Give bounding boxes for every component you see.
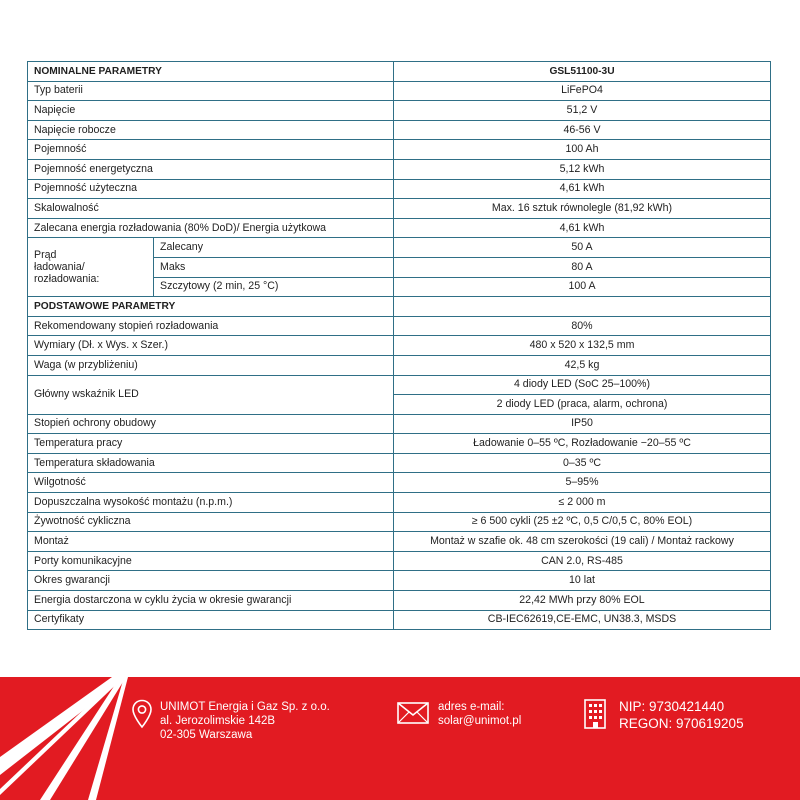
param-value: ≥ 6 500 cykli (25 ±2 ºC, 0,5 C/0,5 C, 80% EOL)	[394, 512, 771, 532]
email-block	[438, 700, 521, 728]
building-icon	[583, 698, 607, 730]
email-label: adres e-mail:	[438, 701, 505, 713]
param-label: Zalecany	[154, 238, 394, 258]
param-label: Maks	[154, 257, 394, 277]
table-row	[28, 101, 771, 121]
table-row	[28, 81, 771, 101]
param-value: Montaż w szafie ok. 48 cm szerokości (19 cali) / Montaż rackowy	[394, 532, 771, 552]
table-row	[28, 434, 771, 454]
param-value: Ładowanie 0–55 ºC, Rozładowanie −20–55 ºC	[394, 434, 771, 454]
table-row	[28, 179, 771, 199]
param-label: Energia dostarczona w cyklu życia w okresie gwarancji	[28, 591, 394, 611]
table-row	[28, 375, 771, 395]
param-value: 100 A	[394, 277, 771, 297]
company-address	[160, 700, 330, 742]
param-value: 22,42 MWh przy 80% EOL	[394, 591, 771, 611]
table-row	[28, 414, 771, 434]
table-row	[28, 512, 771, 532]
param-label: Wymiary (Dł. x Wys. x Szer.)	[28, 336, 394, 356]
param-value: Max. 16 sztuk równolegle (81,92 kWh)	[394, 199, 771, 219]
param-label: Typ baterii	[28, 81, 394, 101]
param-label: Pojemność użyteczna	[28, 179, 394, 199]
table-row	[28, 336, 771, 356]
param-label: Napięcie robocze	[28, 120, 394, 140]
model-name: GSL51100-3U	[394, 62, 771, 82]
param-value: ≤ 2 000 m	[394, 493, 771, 513]
param-value: 10 lat	[394, 571, 771, 591]
param-value: 0–35 ºC	[394, 453, 771, 473]
table-row	[28, 316, 771, 336]
company-city: 02-305 Warszawa	[160, 729, 253, 741]
footer	[0, 677, 800, 800]
envelope-icon	[397, 702, 429, 724]
table-row	[28, 199, 771, 219]
param-value: 5,12 kWh	[394, 159, 771, 179]
param-label: Skalowalność	[28, 199, 394, 219]
speed-lines-decoration	[0, 677, 140, 800]
table-row	[28, 355, 771, 375]
param-value: 5–95%	[394, 473, 771, 493]
param-label: Zalecana energia rozładowania (80% DoD)/ Energia użytkowa	[28, 218, 394, 238]
param-label: Żywotność cykliczna	[28, 512, 394, 532]
param-value: 4,61 kWh	[394, 179, 771, 199]
param-label: Waga (w przybliżeniu)	[28, 355, 394, 375]
param-label: Pojemność	[28, 140, 394, 160]
param-value: 42,5 kg	[394, 355, 771, 375]
param-value: 100 Ah	[394, 140, 771, 160]
param-label: Stopień ochrony obudowy	[28, 414, 394, 434]
table-row	[28, 591, 771, 611]
param-label: Dopuszczalna wysokość montażu (n.p.m.)	[28, 493, 394, 513]
table-row	[28, 473, 771, 493]
regon-number: REGON: 970619205	[619, 716, 744, 731]
table-row	[28, 571, 771, 591]
param-label: Pojemność energetyczna	[28, 159, 394, 179]
table-row	[28, 159, 771, 179]
table-row	[28, 610, 771, 630]
table-row	[28, 493, 771, 513]
param-value: IP50	[394, 414, 771, 434]
param-value: 80 A	[394, 257, 771, 277]
company-ids	[619, 698, 744, 732]
param-value: 4 diody LED (SoC 25–100%)	[394, 375, 771, 395]
company-name: UNIMOT Energia i Gaz Sp. z o.o.	[160, 701, 330, 713]
section-header-nominal	[28, 62, 771, 82]
table-row	[28, 551, 771, 571]
param-label: Szczytowy (2 min, 25 °C)	[154, 277, 394, 297]
section-title: NOMINALNE PARAMETRY	[28, 62, 394, 82]
param-label: Temperatura pracy	[28, 434, 394, 454]
current-group-label: Prąd ładowania/ rozładowania:	[28, 238, 154, 297]
param-label: Wilgotność	[28, 473, 394, 493]
param-value: 4,61 kWh	[394, 218, 771, 238]
table-row	[28, 453, 771, 473]
param-value: 46-56 V	[394, 120, 771, 140]
param-value: 51,2 V	[394, 101, 771, 121]
param-value: 80%	[394, 316, 771, 336]
param-label: Napięcie	[28, 101, 394, 121]
param-label: Główny wskaźnik LED	[28, 375, 394, 414]
param-label: Montaż	[28, 532, 394, 552]
param-value: CB-IEC62619,CE-EMC, UN38.3, MSDS	[394, 610, 771, 630]
param-label: Temperatura składowania	[28, 453, 394, 473]
param-label: Porty komunikacyjne	[28, 551, 394, 571]
location-pin-icon	[131, 699, 153, 729]
param-label: Certyfikaty	[28, 610, 394, 630]
param-label: Rekomendowany stopień rozładowania	[28, 316, 394, 336]
section-title: PODSTAWOWE PARAMETRY	[28, 297, 394, 317]
param-value: 50 A	[394, 238, 771, 258]
table-row	[28, 532, 771, 552]
spec-table	[27, 61, 771, 630]
param-label: Okres gwarancji	[28, 571, 394, 591]
param-value: 2 diody LED (praca, alarm, ochrona)	[394, 395, 771, 415]
param-value: 480 x 520 x 132,5 mm	[394, 336, 771, 356]
table-row	[28, 218, 771, 238]
param-value: CAN 2.0, RS-485	[394, 551, 771, 571]
table-row	[28, 140, 771, 160]
table-row	[28, 238, 771, 258]
section-header-basic	[28, 297, 771, 317]
param-value: LiFePO4	[394, 81, 771, 101]
email-link[interactable]: solar@unimot.pl	[438, 715, 522, 727]
table-row	[28, 120, 771, 140]
nip-number: NIP: 9730421440	[619, 699, 725, 714]
company-street: al. Jerozolimskie 142B	[160, 715, 276, 727]
